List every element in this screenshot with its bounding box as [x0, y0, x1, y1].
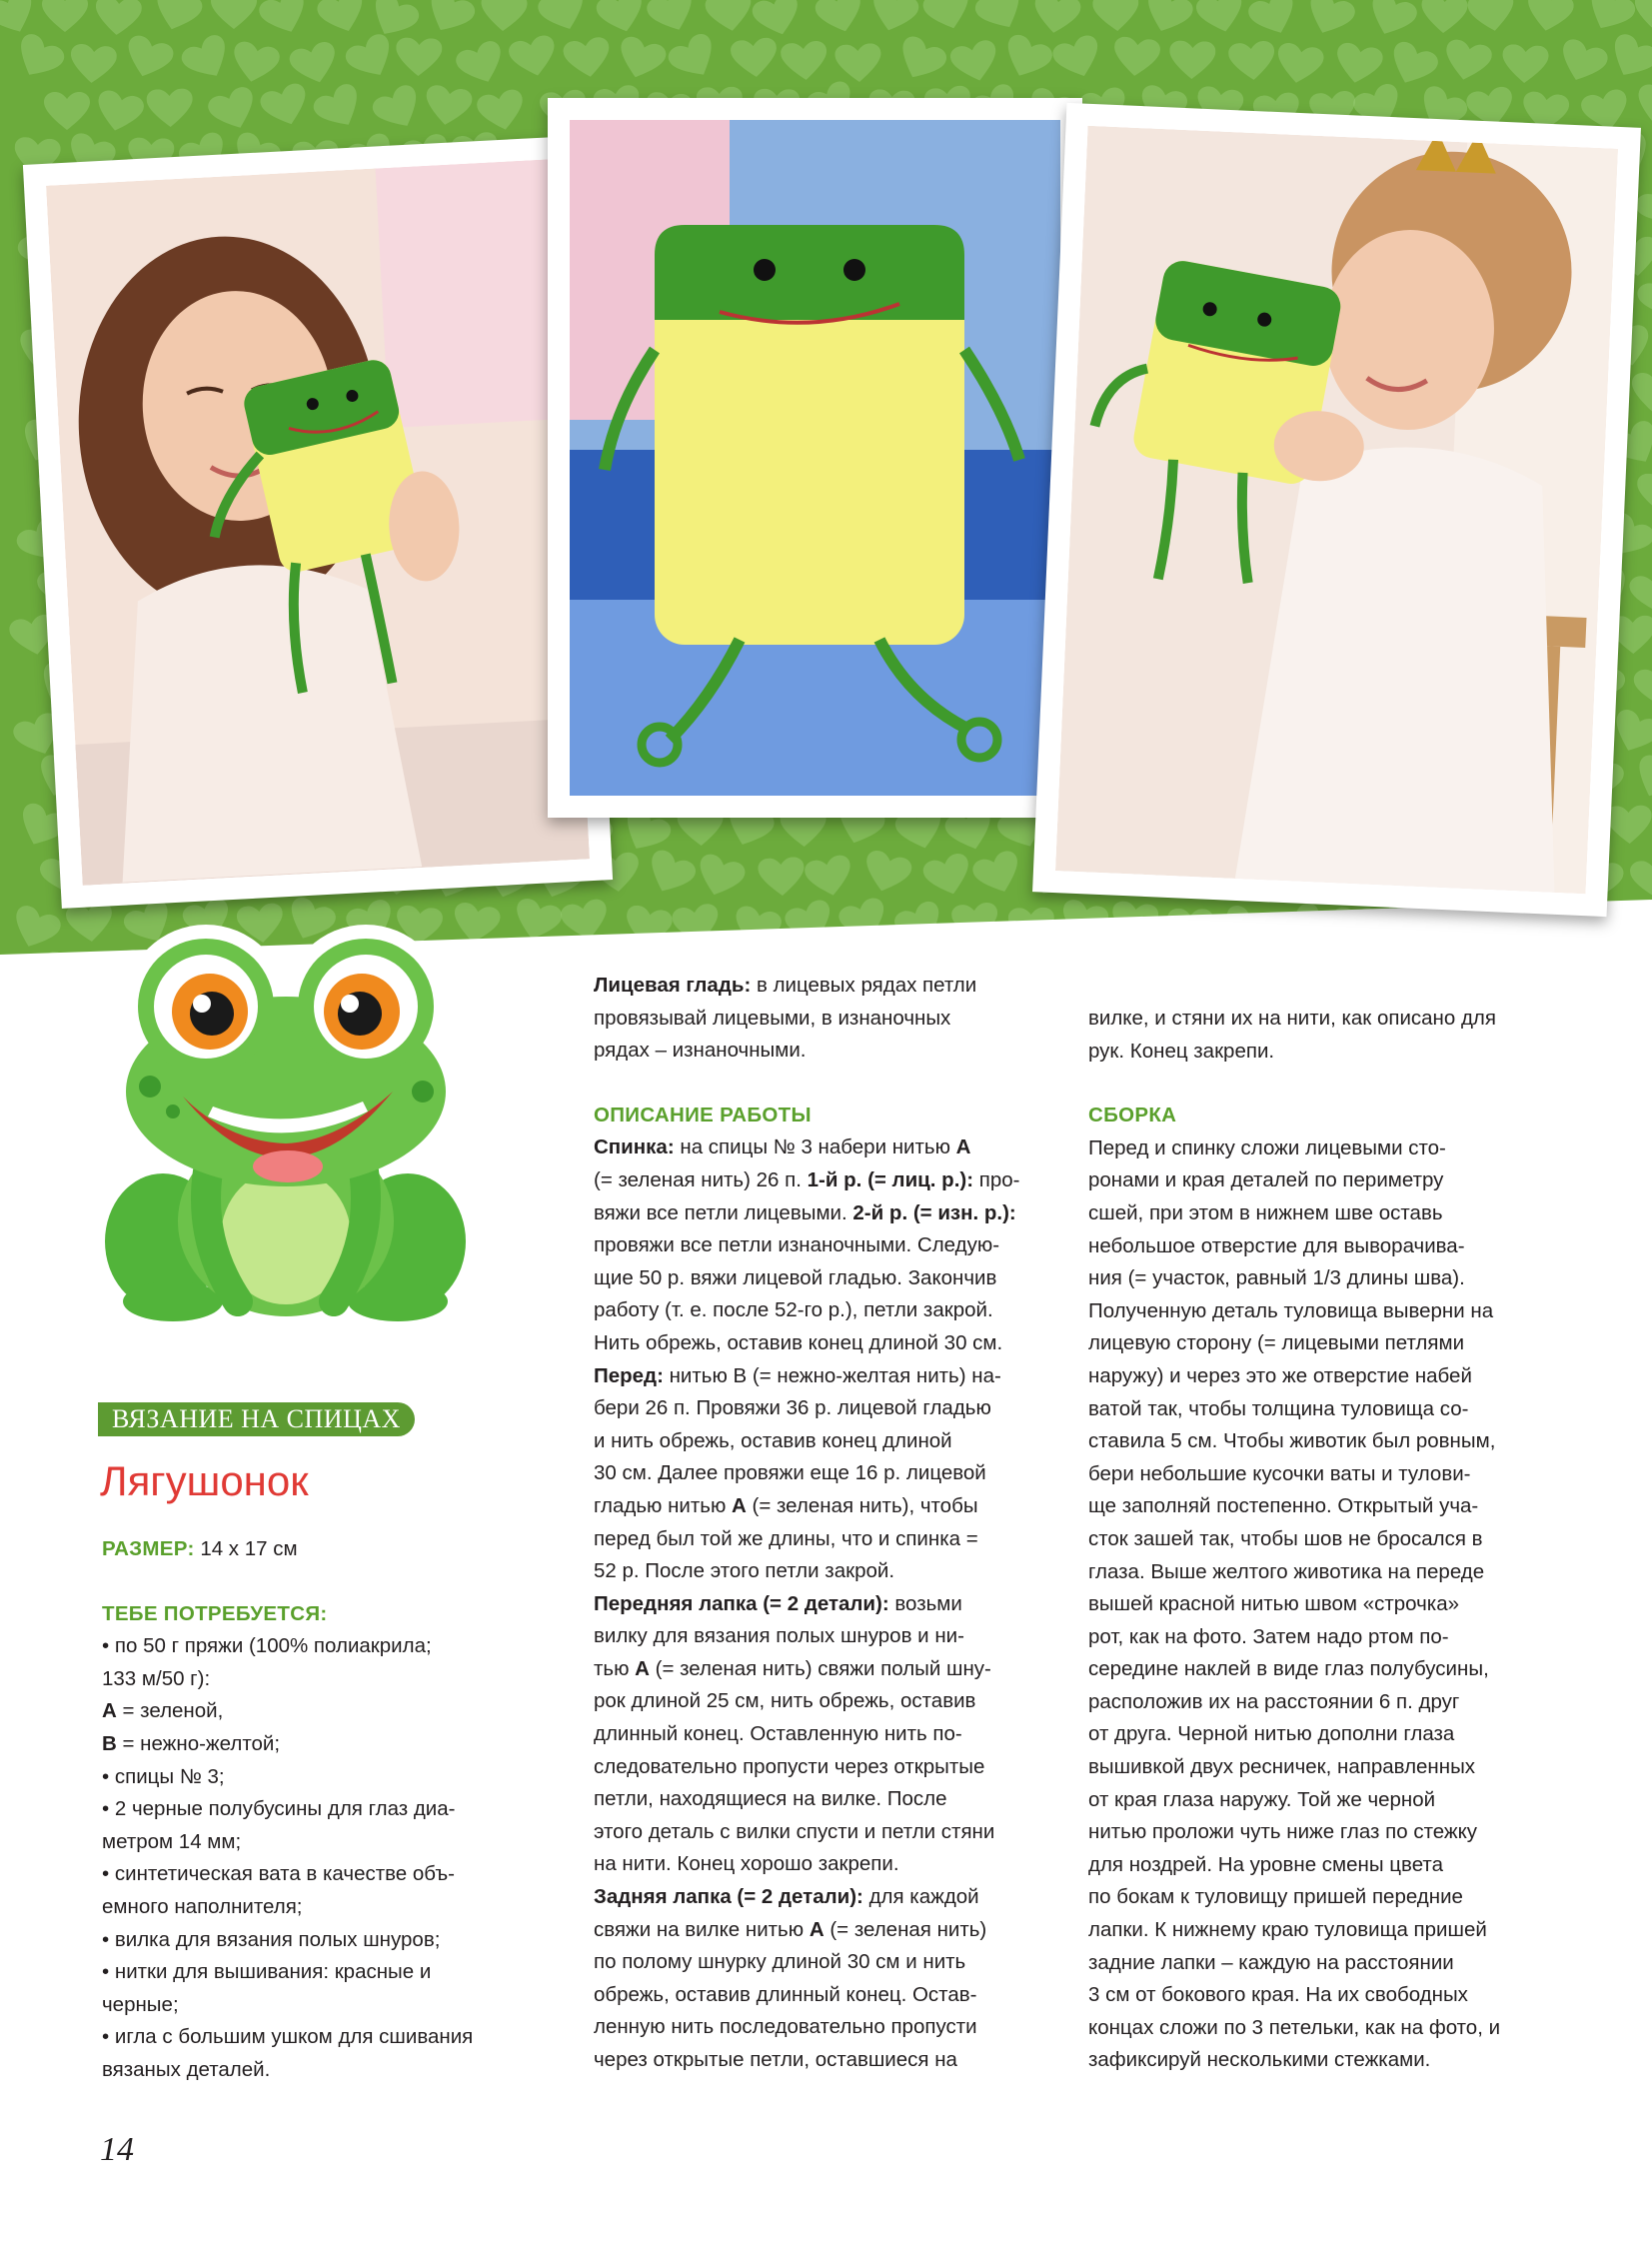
heart-decoration	[178, 31, 238, 88]
text-line	[594, 1914, 1073, 1947]
text-line: Нить обрежь, оставив конец длиной 30 см.	[594, 1330, 1003, 1354]
materials-list	[102, 1630, 572, 2086]
heart-decoration	[536, 0, 593, 39]
heart-decoration	[644, 0, 701, 40]
heart-decoration	[595, 0, 650, 39]
size-label: РАЗМЕР:	[102, 1537, 195, 1560]
heart-decoration	[1050, 32, 1107, 85]
text-segment: в лицевых рядах петли	[751, 974, 977, 997]
heart-decoration	[258, 81, 314, 133]
text-line: и нить обрежь, оставив конец длиной	[594, 1428, 952, 1452]
stitch-definition	[594, 970, 1073, 1068]
heart-decoration	[1440, 38, 1493, 87]
heart-decoration	[44, 92, 90, 132]
assembly-heading: СБОРКА	[1088, 1104, 1177, 1127]
text-line	[594, 1881, 1073, 1914]
heart-decoration	[692, 852, 748, 904]
text-line: лапки. К нижнему краю туловища пришей	[1088, 1918, 1487, 1942]
heart-decoration	[1227, 40, 1276, 84]
text-segment: (= зеленая нить), чтобы	[746, 1493, 978, 1517]
text-line	[594, 970, 1073, 1003]
text-line: этого деталь с вилки спусти и петли стяни	[594, 1819, 995, 1843]
bold-segment: Спинка:	[594, 1135, 675, 1159]
materials-column	[102, 1533, 572, 2087]
heart-decoration	[1630, 372, 1652, 416]
heart-decoration	[1501, 44, 1549, 86]
text-segment: свяжи на вилке нитью	[594, 1917, 810, 1941]
text-line: по бокам к туловищу пришей передние	[1088, 1885, 1463, 1909]
heart-decoration	[453, 38, 510, 92]
heart-decoration	[146, 88, 193, 130]
text-line: • по 50 г пряжи (100% полиакрила;	[102, 1634, 432, 1658]
text-line: сток зашей так, чтобы шов не бросался в	[1088, 1526, 1483, 1550]
heart-decoration	[1628, 570, 1652, 617]
heart-decoration	[149, 0, 205, 38]
heart-decoration	[803, 854, 855, 903]
heart-decoration	[1522, 0, 1575, 37]
text-line: ватой так, чтобы толщина туловища со-	[1088, 1396, 1469, 1420]
heart-decoration	[256, 0, 313, 42]
text-segment: нитью B (= нежно-желтая нить) на-	[663, 1363, 1001, 1387]
text-line	[594, 1588, 1073, 1621]
text-line: ще заполняй постепенно. Открытый уча-	[1088, 1494, 1479, 1518]
heart-decoration	[665, 30, 725, 88]
heart-decoration	[1030, 0, 1082, 39]
text-segment: вяжи все петли лицевыми.	[594, 1200, 853, 1224]
heart-decoration	[1629, 857, 1652, 902]
text-line: метром 14 мм;	[102, 1829, 242, 1853]
heart-decoration	[42, 0, 88, 34]
text-line: вышивкой двух ресничек, направленных	[1088, 1755, 1476, 1779]
bold-segment: A	[102, 1699, 117, 1723]
heart-decoration	[1420, 0, 1468, 36]
bold-segment: B	[102, 1731, 117, 1755]
heart-decoration	[1168, 40, 1215, 82]
text-line: • вилка для вязания полых шнуров;	[102, 1927, 441, 1951]
heart-decoration	[211, 0, 257, 31]
bold-segment: 2-й р. (= изн. р.):	[852, 1200, 1016, 1224]
text-line: вышей красной нитью швом «строчка»	[1088, 1592, 1460, 1616]
bold-segment: Задняя лапка (= 2 детали):	[594, 1885, 863, 1909]
text-line: ставила 5 см. Чтобы животик был ровным,	[1088, 1429, 1496, 1453]
heart-decoration	[814, 0, 868, 39]
heart-decoration	[310, 80, 370, 137]
text-line: рук. Конец закрепи.	[1088, 1039, 1275, 1063]
text-line: перед был той же длины, что и спинка =	[594, 1526, 978, 1550]
text-line: 30 см. Далее провяжи еще 16 р. лицевой	[594, 1461, 986, 1485]
text-line: нитью проложи чуть ниже глаз по стежку	[1088, 1820, 1478, 1844]
text-line: работу (т. е. после 52-го р.), петли закрой.	[594, 1298, 993, 1322]
text-line: 3 см от бокового края. На их свободных	[1088, 1983, 1468, 2007]
text-line: вилке, и стяни их на нити, как описано для	[1088, 1007, 1496, 1030]
heart-decoration	[1633, 665, 1652, 711]
text-line: по полому шнурку длиной 30 см и нить	[594, 1950, 966, 1974]
heart-decoration	[704, 0, 756, 36]
text-line: небольшое отверстие для выворачива-	[1088, 1233, 1465, 1257]
text-line: середине наклей в виде глаз полубусины,	[1088, 1657, 1489, 1681]
page-number: 14	[100, 2131, 134, 2168]
text-segment: тью	[594, 1656, 636, 1680]
text-line	[594, 1360, 1073, 1393]
text-line: ленную нить последовательно пропусти	[594, 2015, 977, 2039]
text-line: расположив их на расстоянии 6 п. друг	[1088, 1689, 1460, 1713]
text-segment: (= зеленая нить) 26 п.	[594, 1167, 808, 1191]
heart-decoration	[920, 0, 976, 37]
text-segment: (= зеленая нить) свяжи полый шну-	[649, 1656, 991, 1680]
text-segment: гладью нитью	[594, 1493, 733, 1517]
text-line: петли, находящиеся на вилке. После	[594, 1787, 947, 1811]
text-segment: про-	[973, 1167, 1020, 1191]
instructions-column-middle	[594, 970, 1073, 2077]
text-line: ния (= участок, равный 1/3 длины шва).	[1088, 1266, 1465, 1290]
text-line: задние лапки – каждую на расстоянии	[1088, 1950, 1454, 1974]
text-line: 133 м/50 г):	[102, 1666, 211, 1690]
heart-decoration	[758, 857, 806, 899]
text-line: 52 р. После этого петли закрой.	[594, 1559, 895, 1583]
text-line: • спицы № 3;	[102, 1764, 225, 1788]
assembly-text	[1088, 1132, 1588, 2077]
text-line: на нити. Конец хорошо закрепи.	[594, 1852, 899, 1876]
text-line	[594, 1490, 1073, 1523]
heart-decoration	[1635, 273, 1652, 326]
heart-decoration	[396, 37, 443, 79]
text-line: бери 26 п. Провяжи 36 р. лицевой гладью	[594, 1396, 991, 1420]
text-line: рот, как на фото. Затем надо ртом по-	[1088, 1624, 1449, 1648]
text-line: для ноздрей. На уровне смены цвета	[1088, 1852, 1443, 1876]
page-title: Лягушонок	[100, 1457, 309, 1504]
text-line: зафиксируй несколькими стежками.	[1088, 2048, 1431, 2072]
heart-decoration	[120, 33, 176, 85]
text-line	[594, 1164, 1073, 1197]
heart-decoration	[859, 848, 914, 899]
text-line: щие 50 р. вяжи лицевой гладью. Закончив	[594, 1265, 997, 1289]
heart-decoration	[865, 0, 920, 39]
heart-decoration	[948, 38, 1002, 88]
heart-decoration	[970, 848, 1027, 901]
photo-girl-with-frog-left	[23, 136, 613, 909]
bold-segment: Лицевая гладь:	[594, 974, 752, 997]
heart-decoration	[751, 0, 806, 43]
text-line: рок длиной 25 см, нить обрежь, оставив	[594, 1689, 976, 1713]
text-line	[594, 1653, 1073, 1686]
heart-decoration	[1111, 36, 1161, 81]
heart-decoration	[228, 39, 281, 88]
bold-segment: A	[635, 1656, 650, 1680]
heart-decoration	[507, 34, 561, 83]
heart-decoration	[7, 903, 64, 957]
text-line: длинный конец. Оставленную нить по-	[594, 1722, 962, 1746]
text-line: сшей, при этом в нижнем шве оставь	[1088, 1200, 1443, 1224]
heart-decoration	[613, 35, 669, 87]
text-line	[594, 1131, 1073, 1164]
text-line: провязывай лицевыми, в изнаночных	[594, 1006, 951, 1030]
heart-decoration	[1092, 0, 1141, 34]
size-line	[102, 1533, 572, 1566]
heart-decoration	[1628, 752, 1652, 808]
heart-decoration	[1331, 41, 1384, 89]
heart-decoration	[1466, 0, 1518, 36]
heart-decoration	[1602, 30, 1652, 87]
heart-decoration	[1633, 82, 1652, 131]
heart-decoration	[1605, 805, 1652, 847]
heart-decoration	[891, 33, 950, 89]
text-line: • 2 черные полубусины для глаз диа-	[102, 1797, 456, 1821]
text-line	[102, 1728, 572, 1761]
text-line: лицевую сторону (= лицевыми петлями	[1088, 1331, 1465, 1355]
heart-decoration	[68, 43, 117, 87]
instructions-column-right	[1088, 1003, 1588, 2077]
text-line: черные;	[102, 1992, 179, 2016]
text-segment: = нежно-желтой;	[116, 1731, 281, 1755]
text-segment: = зеленой,	[116, 1699, 224, 1723]
text-line: Перед и спинку сложи лицевыми сто-	[1088, 1135, 1446, 1159]
heart-decoration	[730, 36, 780, 81]
heart-decoration	[475, 88, 528, 137]
text-line: ронами и края деталей по периметру	[1088, 1168, 1444, 1192]
heart-decoration	[563, 35, 615, 82]
heart-decoration	[92, 88, 146, 137]
heart-decoration	[780, 40, 828, 84]
work-description-text	[594, 1131, 1073, 2076]
materials-heading: ТЕБЕ ПОТРЕБУЕТСЯ:	[102, 1601, 328, 1625]
text-segment: на спицы № 3 набери нитью	[674, 1135, 956, 1159]
text-segment: (= зеленая нить)	[824, 1917, 987, 1941]
text-line: рядах – изнаночными.	[594, 1039, 807, 1063]
text-line: • синтетическая вата в качестве объ-	[102, 1862, 455, 1886]
text-line: емного наполнителя;	[102, 1894, 303, 1918]
text-line: • игла с большим ушком для сшивания	[102, 2025, 474, 2049]
photo-girl-with-crown	[1032, 103, 1641, 917]
heart-decoration	[1632, 0, 1652, 35]
work-description-heading: ОПИСАНИЕ РАБОТЫ	[594, 1103, 812, 1126]
text-line: следовательно пропусти через открытые	[594, 1754, 985, 1778]
heart-decoration	[1300, 0, 1358, 43]
heart-decoration	[1138, 0, 1195, 40]
text-line: провяжи все петли изнаночными. Следую-	[594, 1233, 1000, 1257]
bold-segment: A	[955, 1135, 971, 1159]
text-line: наружу) и через это же отверстие набей	[1088, 1363, 1472, 1387]
photo-knitted-frog-closeup	[548, 98, 1082, 818]
text-line	[102, 1695, 572, 1728]
text-segment: возьми	[888, 1591, 962, 1615]
text-line: через открытые петли, оставшиеся на	[594, 2048, 957, 2071]
heart-decoration	[1245, 0, 1303, 43]
heart-decoration	[920, 852, 975, 903]
text-line: бери небольшие кусочки ваты и тулови-	[1088, 1461, 1471, 1485]
rubric-label: ВЯЗАНИЕ НА СПИЦАХ	[98, 1402, 415, 1436]
heart-decoration	[480, 0, 528, 35]
text-line: • нитки для вышивания: красные и	[102, 1960, 432, 1984]
heart-decoration	[419, 0, 478, 42]
heart-decoration	[997, 31, 1055, 86]
text-line: от края глаза наружу. Той же черной	[1088, 1787, 1436, 1811]
text-line: вилку для вязания полых шнуров и ни-	[594, 1624, 964, 1648]
text-line: от друга. Черной нитью дополни глаза	[1088, 1722, 1455, 1746]
heart-decoration	[1273, 41, 1325, 88]
bold-segment: A	[809, 1917, 825, 1941]
heart-decoration	[423, 84, 475, 131]
text-line: вязаных деталей.	[102, 2057, 271, 2081]
bold-segment: 1-й р. (= лиц. р.):	[807, 1167, 974, 1191]
text-line	[594, 1197, 1073, 1230]
heart-decoration	[1362, 0, 1420, 45]
heart-decoration	[8, 30, 68, 87]
heart-decoration	[1637, 474, 1652, 515]
bold-segment: Перед:	[594, 1363, 664, 1387]
heart-decoration	[1194, 0, 1248, 38]
text-line: обрежь, оставив длинный конец. Остав-	[594, 1982, 977, 2006]
text-line: глаза. Выше желтого животика на переде	[1088, 1559, 1485, 1583]
cartoon-frog-illustration	[88, 912, 483, 1331]
text-line: концах сложи по 3 петельки, как на фото, и	[1088, 2015, 1501, 2039]
size-value: 14 х 17 см	[200, 1537, 298, 1560]
bold-segment: A	[732, 1493, 747, 1517]
text-segment: для каждой	[862, 1885, 979, 1909]
heart-decoration	[972, 0, 1031, 39]
bold-segment: Передняя лапка (= 2 детали):	[594, 1591, 889, 1615]
continuation-text	[1088, 1003, 1588, 1068]
heart-decoration	[369, 82, 428, 139]
heart-decoration	[315, 0, 372, 40]
text-line: Полученную деталь туловища выверни на	[1088, 1298, 1494, 1322]
